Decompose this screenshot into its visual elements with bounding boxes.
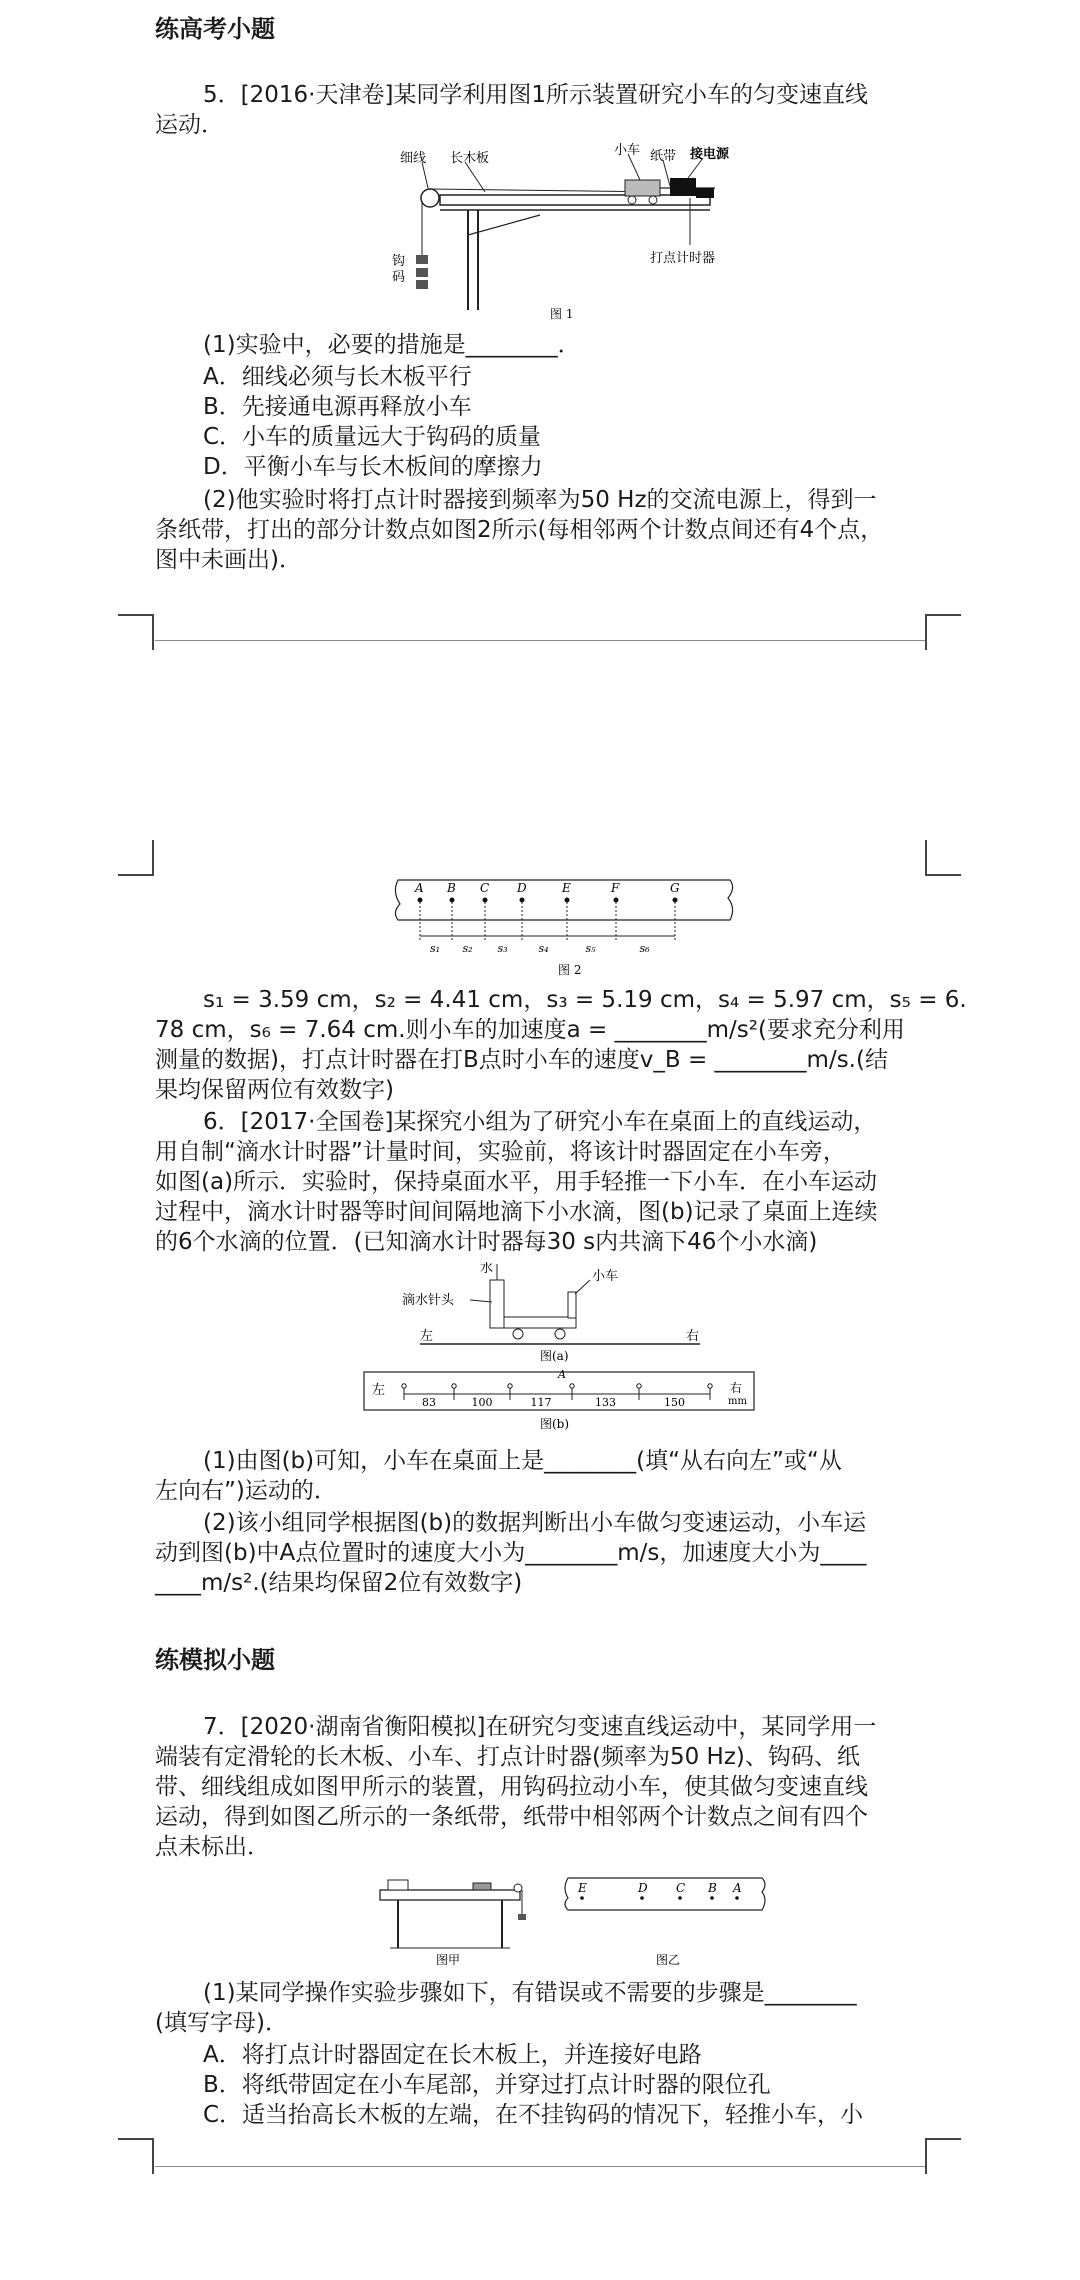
figb-drop [570,1384,574,1388]
fig2-segment-label: s₆ [639,942,650,955]
page-separator [155,640,925,641]
figa-caption: 图(a) [540,1349,569,1362]
yi-point-label: D [638,1881,648,1895]
figb-gap-label: 150 [664,1396,685,1409]
q7-line-4: 运动，得到如图乙所示的一条纸带，纸带中相邻两个计数点之间有四个 [155,1804,868,1830]
fig2-point-label: B [447,881,456,895]
page-corner-mark [925,614,961,650]
fig2-point [673,898,678,903]
fig2-point [450,898,455,903]
fig1-label-tape: 纸带 [650,149,677,164]
yi-point-label: C [676,1881,686,1895]
fig1-label-power: 接电源 [690,147,730,162]
q5-option-a: A．细线必须与长木板平行 [203,364,472,390]
q6-part-2-line-2: 动到图(b)中A点位置时的速度大小为________m/s，加速度大小为____ [155,1540,867,1566]
page-separator [155,2166,925,2167]
fig2-segment-label: s₅ [585,942,596,955]
figa-label-nozzle: 滴水针头 [402,1293,455,1308]
q5-part-2-line-3: 图中未画出)． [155,547,302,573]
fig2-point [614,898,619,903]
fig2-point-label: C [480,881,490,895]
figb-unit: mm [728,1396,747,1407]
fig2-point-label: E [562,881,571,895]
q6-line-5: 的6个水滴的位置．(已知滴水计时器每30 s内共滴下46个小水滴) [155,1229,818,1255]
q5-option-b: B．先接通电源再释放小车 [203,394,472,420]
page-corner-mark [925,840,961,876]
fig2-segment-label: s₁ [430,942,441,955]
q5-part-2-line-1: (2)他实验时将打点计时器接到频率为50 Hz的交流电源上，得到一 [203,487,877,513]
q7-part-1-line-2: (填写字母)． [155,2010,288,2036]
figb-label-point-a: A [558,1368,566,1381]
q6-part-1-line-1: (1)由图(b)可知，小车在桌面上是________(填“从右向左”或“从 [203,1448,842,1474]
fig1-label-board: 长木板 [450,151,490,166]
fig1-caption: 图 1 [550,307,574,321]
q6-line-1: 6．[2017·全国卷]某探究小组为了研究小车在桌面上的直线运动， [203,1109,877,1135]
fig2-point [565,898,570,903]
figure-yi-tape [562,1870,772,1970]
figure-b-drops [362,1364,762,1434]
fig2-segment-label: s₂ [462,942,473,955]
page-corner-mark [118,840,154,876]
q6-line-4: 过程中，滴水计时器等时间间隔地滴下小水滴，图(b)记录了桌面上连续 [155,1199,878,1225]
q5-data-line-1: s₁ = 3.59 cm，s₂ = 4.41 cm，s₃ = 5.19 cm，s₄ = 5.97 cm，s₅ = 6. [203,987,967,1013]
fig-yi-caption: 图乙 [656,1953,681,1967]
fig2-segment-label: s₃ [497,942,508,955]
figure-jia-apparatus [368,1868,538,1968]
fig2-point [520,898,525,903]
q6-part-1-line-2: 左向右”)运动的． [155,1478,337,1504]
fig2-point-label: A [415,881,424,895]
figure-a-drip-cart [400,1262,740,1362]
fig2-point-label: G [670,881,680,895]
fig-jia-caption: 图甲 [436,1953,461,1967]
page-corner-mark [118,2138,154,2174]
fig1-label-cart: 小车 [614,143,641,158]
q7-option-a: A．将打点计时器固定在长木板上，并连接好电路 [203,2042,702,2068]
yi-point [735,1896,739,1900]
figa-label-left: 左 [420,1329,434,1344]
fig1-label-hook-2: 码 [392,270,406,285]
fig2-point-label: F [611,881,620,895]
figa-label-cart: 小车 [592,1269,619,1284]
fig2-point [483,898,488,903]
yi-point [580,1896,584,1900]
q5-option-d: D．平衡小车与长木板间的摩擦力 [203,454,543,480]
figb-label-left: 左 [372,1383,386,1398]
yi-point [710,1896,714,1900]
q6-part-2-line-1: (2)该小组同学根据图(b)的数据判断出小车做匀变速运动，小车运 [203,1510,867,1536]
q6-part-2-line-3: ____m/s².(结果均保留2位有效数字) [155,1570,523,1596]
page-corner-mark [118,614,154,650]
yi-point [678,1896,682,1900]
q7-part-1-line-1: (1)某同学操作实验步骤如下，有错误或不需要的步骤是________ [203,1980,857,2006]
q7-line-3: 带、细线组成如图甲所示的装置，用钩码拉动小车，使其做匀变速直线 [155,1774,868,1800]
fig2-segment-label: s₄ [538,942,549,955]
yi-point-label: B [708,1881,717,1895]
figb-drop [508,1384,512,1388]
figure-2-tape [390,870,740,980]
figa-label-water: 水 [480,1262,494,1276]
fig1-label-hook-1: 钩 [392,254,406,269]
figb-label-right: 右 [730,1381,743,1395]
page-corner-mark [925,2138,961,2174]
q5-option-c: C．小车的质量远大于钩码的质量 [203,424,542,450]
figb-drop [708,1384,712,1388]
yi-point-label: E [578,1881,587,1895]
figb-gap-label: 100 [471,1396,493,1409]
q7-line-1: 7．[2020·湖南省衡阳模拟]在研究匀变速直线运动中，某同学用一 [203,1714,877,1740]
figb-gap-label: 117 [530,1396,552,1409]
figb-gap-label: 133 [595,1396,616,1409]
fig2-point-label: D [517,881,527,895]
fig1-label-string: 细线 [400,151,427,166]
q7-line-2: 端装有定滑轮的长木板、小车、打点计时器(频率为50 Hz)、钩码、纸 [155,1744,860,1770]
yi-point-label: A [733,1881,742,1895]
figb-drop [402,1384,406,1388]
q5-data-line-2: 78 cm，s₆ = 7.64 cm.则小车的加速度a = ________m/s²(要求充分利用 [155,1017,905,1043]
figb-caption: 图(b) [540,1417,570,1431]
figb-drop [452,1384,456,1388]
yi-point [640,1896,644,1900]
q6-line-2: 用自制“滴水计时器”计量时间，实验前，将该计时器固定在小车旁， [155,1139,846,1165]
figa-label-right: 右 [686,1329,700,1344]
figure-1-apparatus [370,140,740,325]
section-title-gaokao: 练高考小题 [155,15,275,43]
fig1-label-timer: 打点计时器 [650,251,716,266]
q5-line-2: 运动． [155,112,224,138]
q7-option-b: B．将纸带固定在小车尾部，并穿过打点计时器的限位孔 [203,2072,771,2098]
figb-drop [637,1384,641,1388]
q5-data-line-3: 测量的数据)，打点计时器在打B点时小车的速度v_B = ________m/s.(结 [155,1047,888,1073]
fig2-caption: 图 2 [558,963,582,977]
section-title-mock: 练模拟小题 [155,1646,275,1674]
q5-line-1: 5．[2016·天津卷]某同学利用图1所示装置研究小车的匀变速直线 [203,82,869,108]
q6-line-3: 如图(a)所示．实验时，保持桌面水平，用手轻推一下小车．在小车运动 [155,1169,878,1195]
q7-line-5: 点未标出． [155,1834,270,1860]
q5-data-line-4: 果均保留两位有效数字) [155,1077,394,1103]
q5-part-2-line-2: 条纸带，打出的部分计数点如图2所示(每相邻两个计数点间还有4个点， [155,517,884,543]
fig2-point [418,898,423,903]
q7-option-c: C．适当抬高长木板的左端，在不挂钩码的情况下，轻推小车，小 [203,2102,864,2128]
q5-part-1: (1)实验中，必要的措施是________． [203,332,581,358]
figb-gap-label: 83 [422,1396,436,1409]
